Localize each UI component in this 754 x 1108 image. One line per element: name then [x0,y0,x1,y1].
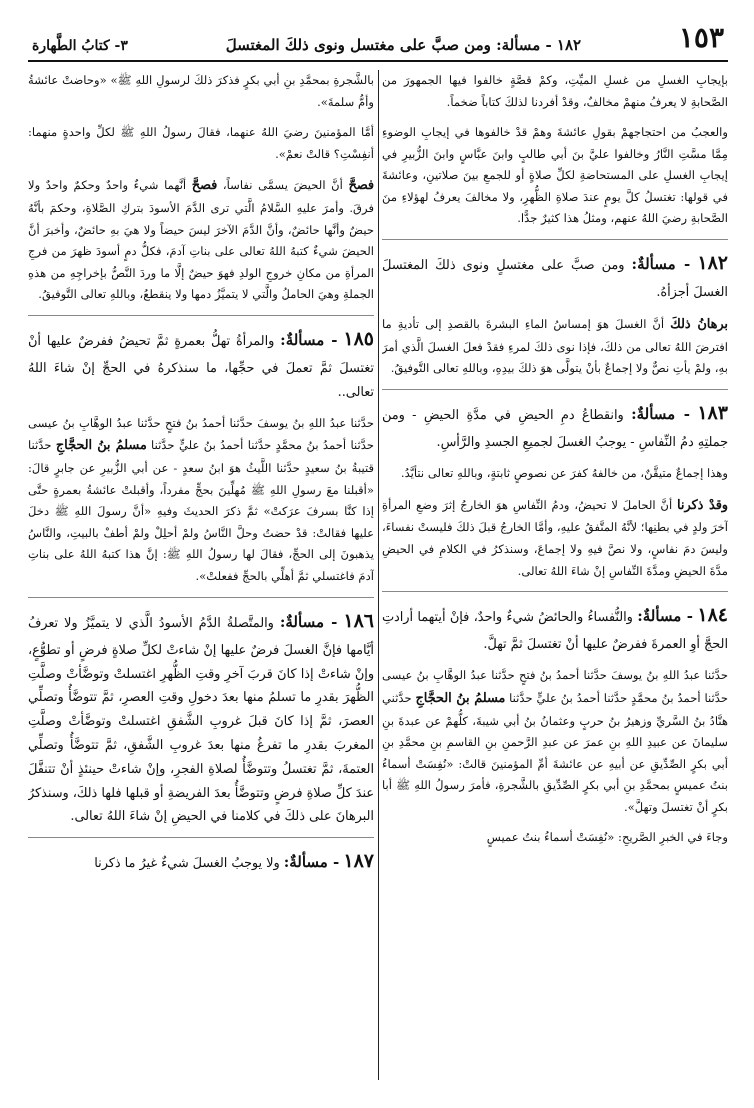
isnad-text: حدَّثنا عبدُ اللهِ بنُ يوسفَ حدَّثنا أحمدُ بنُ فتحٍ حدَّثنا عبدُ الوهَّابِ بنُ عيسى حدَّثنا أحمدُ بنُ محمَّدٍ حدَّثنا أحمدُ بنُ عليٍّ حدَّثنا [382,668,728,705]
divider [28,597,374,598]
issue-text: والمرأةُ تهلُّ بعمرةٍ ثمَّ تحيضُ ففرضٌ عليها أنْ تغتسلَ ثمَّ تعملَ في حجِّها، ما سنذكرهُ في الحجِّ إنْ شاءَ اللهُ تعالى.. [28,333,374,400]
issue-text: والمتَّصلةُ الدَّمُ الأسودُ الَّذي لا يتميَّزُ ولا تعرفُ أيَّامها فإنَّ الغسلَ فرضٌ عليها إنْ شاءتْ لكلِّ صلاةٍ فرضٍ أو تطوُّعٍ، وإنْ شاءتْ إذا كانَ قربَ آخرِ وقتِ الظُّهرِ اغتسلتْ وتوضَّأتْ وصلَّتِ الظُّهرَ بقدرِ ما تسلمُ منها بعدَ دخولِ وقتِ العصرِ، ثمَّ تتوضَّأُ وتصلِّي العصرَ، ثمَّ إذا كانَ قبلَ غروبِ الشَّفقِ اغتسلتْ وتوضَّأتْ وصلَّتِ المغربَ بقدرِ ما تفرغُ منها بعدَ غروبِ الشَّفقِ، ثمَّ تتوضَّأُ وتصلِّي العتمةَ، ثمَّ تغتسلُ وتتوضَّأُ لصلاةِ الفجرِ، وإنْ شاءتْ حينئذٍ أنْ تتنفَّلَ عندَ كلِّ صلاةِ فرضٍ وتتوضَّأُ بعدَ الفريضةِ أو قبلها فلها ذلكَ، وسنذكرُ البرهانَ على ذلكَ في كلامنا في الحيضِ إنْ شاءَ اللهُ تعالى. [28,615,374,825]
isnad-text: حدَّثنا قتيبةُ بنُ سعيدٍ حدَّثنا اللَّيثُ هوَ ابنُ سعدٍ - عن أبي الزُّبيرِ عن جابرٍ قالَ: «أقبلنا معَ رسولِ اللهِ ﷺ مُهلِّينَ بحجٍّ مفرداً، وأقبلتْ عائشةُ بعمرةٍ حتَّى إذا كنَّا بسرفَ عرَكتْ» ثمَّ ذكرَ الحديثَ وفيهِ «أنَّ رسولَ اللهِ ﷺ دخلَ عليها فقالتْ: قدْ حضتُ وحلَّ النَّاسُ ولمْ أحلِلْ ولمْ أطفْ بالبيتِ، والنَّاسُ يذهبونَ إلى الحجِّ، فقالَ لها رسولُ اللهِ ﷺ: إنَّ هذا كتبهُ اللهُ على بناتِ آدمَ فاغتسلي ثمَّ أهلِّي بالحجِّ ففعلتْ». [28,438,374,583]
issue-184 [382,598,728,657]
paragraph: وهذا إجماعٌ متيقَّنٌ، من خالفهُ كفرَ عن نصوصٍ ثابتةٍ، وباللهِ تعالى نتأيَّدُ. [400,466,728,481]
book-page [28,22,728,1092]
keyword: فصحَّ [191,178,218,194]
paragraph: وجاءَ في الخبرِ الصَّريحِ: «نُفِسَتْ أسماءُ بنتُ عميسٍ [486,830,728,845]
keyword: وقدْ ذكرنا [677,497,728,513]
issue-number: ١٨٢ [697,251,728,274]
issue-word: - مسألةٌ: [637,607,694,626]
paragraph: والعجبُ من احتجاجهمْ بقولِ عائشةَ وهمْ قدْ خالفوها في إيجابِ الوضوءِ مِمَّا مسَّتِ النَّارُ وخالفوا عليَّ بنَ أبي طالبٍ وابنَ عبَّاسٍ وابنَ الزُّبيرِ في إيجابِ الغسلِ على المستحاضةِ لكلِّ صلاةٍ أو للجمعِ بينَ صلاتينِ، وعائشةَ في قولها: تغتسلُ كلَّ يومٍ عندَ صلاةِ الظُّهرِ، ولا مخالفَ يعرفُ لهؤلاءِ منَ الصَّحابةِ رضيَ اللهُ عنهم، ومثلُ هذا كثيرٌ جدًّا. [382,125,728,226]
issue-word: - مسألةٌ: [279,612,338,631]
page-header [28,22,728,62]
issue-number: ١٨٦ [343,609,374,632]
divider [28,315,374,316]
paragraph [382,494,728,582]
keyword: فصحَّ [348,178,374,194]
issue-text: ولا يوجبُ الغسلَ شيءٌ غيرُ ما ذكرنا [94,856,280,872]
running-title: ١٨٢ - مسألة: ومن صبَّ على مغتسل ونوى ذلكَ المغتسلَ [225,36,582,54]
issue-number: ١٨٧ [343,850,374,873]
left-column [28,70,374,1080]
issue-word: - مسألةٌ: [283,853,340,872]
issue-186 [28,604,374,830]
isnad-text: حدَّثني هنَّادُ بنُ السَّريِّ وزهيرُ بنُ حربٍ وعثمانُ بنُ أبي شيبةَ، كلُّهمْ عن عبدةَ بنِ سليمانَ عن عبيدِ اللهِ بنِ عمرَ عن عبدِ الرَّحمنِ بنِ القاسمِ بنِ محمَّدِ بنِ أبي بكرٍ الصِّدِّيقِ عن أبيهِ عن عائشةَ أمِّ المؤمنينَ قالتْ: «نُفِسَتْ أسماءُ بنتُ عميسٍ بمحمَّدِ بنِ أبي بكرٍ الصِّدِّيقِ بالشَّجرةِ، فأمرَ رسولُ اللهِ ﷺ أبا بكرٍ أنْ تغتسلَ وتهلَّ». [382,690,728,814]
paragraph: بإيجابِ الغسلِ من غسلِ الميِّتِ، وكمْ قصَّةٍ خالفوا فيها الجمهورَ من الصَّحابةِ لا يعرفُ منهمْ مخالفٌ، وقدْ أفردنا لذلكَ كتاباً ضخماً. [382,73,728,109]
paragraph-text: أنَّهما شيءٌ واحدٌ وحكمٌ واحدٌ ولا فرقَ. وأمرَ عليهِ السَّلامُ الَّتي ترى الدَّمَ الأسودَ بتركِ الصَّلاةِ، وحكمَ بأنَّهُ حيضٌ وأنَّها حائضٌ، وأنَّ الدَّمَ الآخرَ ليسَ حيضاً ولا هيَ بهِ حائضٌ، وأخبرَ أنَّ الحيضَ شيءٌ كتبهُ اللهُ تعالى على بناتِ آدمَ، فكلُّ دمٍ أسودَ ظهرَ من فرجِ المرأةِ من مكانِ خروجِ الولدِ فهوَ حيضٌ إلَّا ما وردَ النَّصُّ بإخراجِهِ من هذهِ الجملةِ وهيَ الحاملُ والَّتي لا يتميَّزُ دمها ولا ينقطعُ، وباللهِ تعالى التَّوفيقُ. [28,178,374,302]
page-number: ١٥٣ [678,21,724,54]
right-column [382,70,728,1080]
divider [28,837,374,838]
paragraph: بالشَّجرةِ بمحمَّدِ بنِ أبي بكرٍ فذكرَ ذلكَ لرسولِ اللهِ ﷺ» «وحاضتْ عائشةُ وأمُّ سلمةَ». [28,73,374,109]
issue-183 [382,396,728,455]
divider [382,239,728,240]
issue-text: وانقطاعُ دمِ الحيضِ في مدَّةِ الحيضِ - ومن جملتِهِ دمُ النِّفاسِ - يوجبُ الغسلَ لجميعِ الجسدِ والرَّأسِ. [382,407,728,451]
issue-text: ومن صبَّ على مغتسلٍ ونوى ذلكَ المغتسلَ الغسلَ أجزأهُ. [382,257,728,301]
issue-182 [382,246,728,305]
issue-number: ١٨٤ [697,604,728,627]
paragraph: أمَّا المؤمنينَ رضيَ اللهُ عنهما، فقالَ رسولُ اللهِ ﷺ لكلِّ واحدةٍ منهما: أنفِسْتِ؟ قالتْ نعمْ». [28,125,374,161]
paragraph [382,665,728,818]
issue-number: ١٨٣ [697,401,728,424]
paragraph-text: أنَّ الغسلَ هوَ إمساسُ الماءِ البشرةَ بالقصدِ إلى تأديةِ ما افترضَ اللهُ تعالى من ذلكَ، فإذا نوى ذلكَ لمرءِ فقدْ فعلَ الغسلَ الَّذي أمرَ بهِ، ولمْ يأتِ نصٌّ ولا إجماعٌ بأنْ يتولَّى هوَ ذلكَ بيدِهِ، وباللهِ تعالى التَّوفيقُ. [382,317,728,376]
isnad-text: حدَّثنا عبدُ اللهِ بنُ يوسفَ حدَّثنا أحمدُ بنُ فتحٍ حدَّثنا عبدُ الوهَّابِ بنُ عيسى حدَّثنا أحمدُ بنُ محمَّدٍ حدَّثنا أحمدُ بنُ عليٍّ حدَّثنا [28,415,374,453]
paragraph [382,313,728,380]
book-title: ٣- كتابُ الطَّهارة [32,38,128,54]
issue-187 [28,844,374,879]
divider [382,591,728,592]
keyword: مسلمُ بنُ الحجَّاجِ [415,690,506,706]
paragraph [28,174,374,306]
keyword: برهانُ ذلكَ [670,317,728,333]
paragraph-text: أنَّ الحيضَ يسمَّى نفاساً، [217,178,349,193]
paragraph [28,413,374,588]
column-rule [378,70,379,1080]
issue-number: ١٨٥ [343,327,374,350]
paragraph-text: أنَّ الحاملَ لا تحيضُ، ودمُ النِّفاسِ هوَ الخارجُ إثرَ وضعِ المرأةِ آخرَ ولدٍ في بطنِها؛ لأنَّهُ المتَّفقُ عليهِ، وأمَّا الخارجُ قبلَ ذلكَ فليستْ نفساءَ، وليسَ دمَ نفاسٍ، ولا نصَّ فيهِ ولا إجماعَ، وسنذكرُ في الكلامِ في الحيضِ مدَّةَ الحيضِ ومدَّةَ النِّفاسِ إنْ شاءَ اللهُ تعالى. [382,497,728,578]
divider [382,389,728,390]
text-columns [28,70,728,1080]
issue-word: - مسألةٌ: [631,404,690,423]
issue-text: والنُّفساءُ والحائضُ شيءٌ واحدٌ، فإنْ أيتهما أرادتِ الحجَّ أوِ العمرةَ ففرضٌ عليها أنْ تغتسلَ ثمَّ تهلَّ. [382,610,728,653]
issue-word: - مسألةٌ: [280,330,338,349]
keyword: مسلمُ بنُ الحجَّاجِ [55,438,147,454]
issue-185 [28,322,374,405]
issue-word: - مسألةٌ: [631,254,691,273]
